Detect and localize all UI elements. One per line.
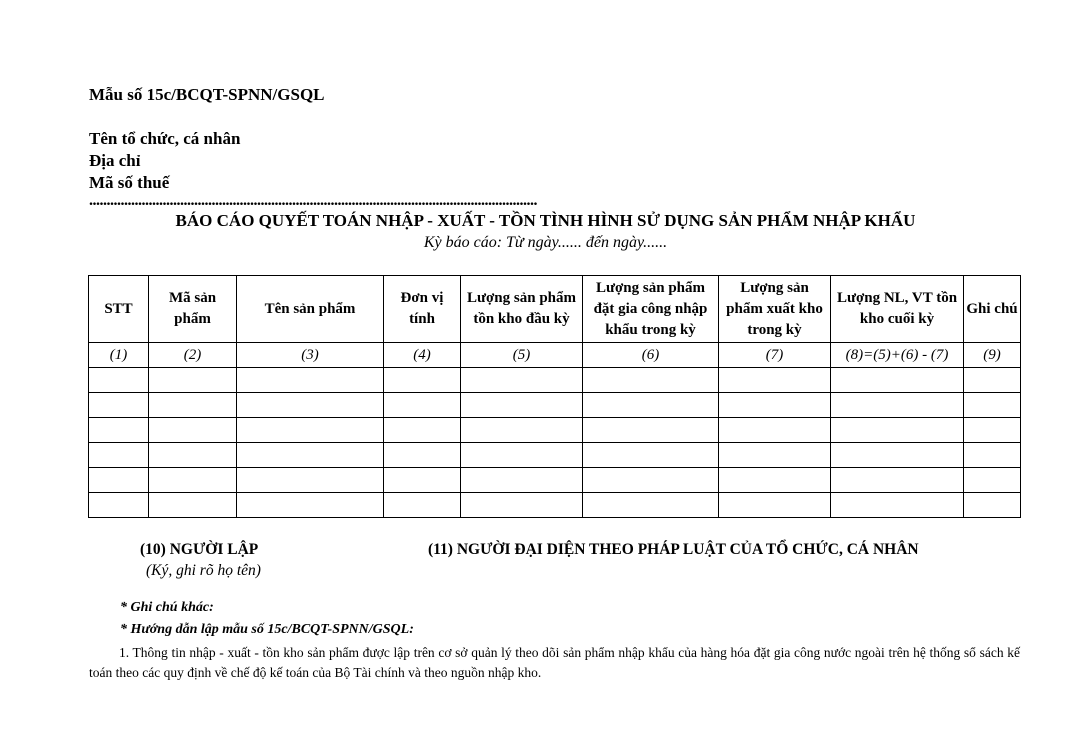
- table-cell: [89, 493, 149, 518]
- table-cell: [964, 393, 1021, 418]
- table-cell: [384, 443, 461, 468]
- table-cell: [89, 418, 149, 443]
- table-cell: [149, 493, 237, 518]
- table-row: [89, 393, 1021, 418]
- col-header-notes: Ghi chú: [964, 276, 1021, 343]
- table-cell: [719, 418, 831, 443]
- report-title: BÁO CÁO QUYẾT TOÁN NHẬP - XUẤT - TỒN TÌNH HÌNH SỬ DỤNG SẢN PHẨM NHẬP KHẨU: [175, 211, 916, 230]
- table-cell: [831, 368, 964, 393]
- col-header-product-name: Tên sản phẩm: [237, 276, 384, 343]
- other-notes-label: * Ghi chú khác:: [120, 600, 214, 615]
- table-cell: [964, 368, 1021, 393]
- col-header-unit: Đơn vị tính: [384, 276, 461, 343]
- table-cell: [719, 368, 831, 393]
- table-cell: [149, 418, 237, 443]
- index-cell: (4): [384, 343, 461, 368]
- index-cell: (2): [149, 343, 237, 368]
- col-header-imported: Lượng sản phẩm đặt gia công nhập khẩu trong kỳ: [583, 276, 719, 343]
- table-cell: [461, 418, 583, 443]
- guide-paragraph-1: 1. Thông tin nhập - xuất - tồn kho sản phẩm được lập trên cơ sở quản lý theo dõi sản phẩm nhập khẩu của hàng hóa đặt gia công nước ngoài trên hệ thống sổ sách kế toán theo các quy định về chế độ kế toán của Bộ Tài chính và theo nguồn nhập kho.: [89, 645, 1020, 680]
- table-cell: [384, 493, 461, 518]
- table-cell: [964, 493, 1021, 518]
- table-cell: [583, 418, 719, 443]
- table-header-row: [89, 276, 1021, 343]
- representative-signature-label: (11) NGƯỜI ĐẠI DIỆN THEO PHÁP LUẬT CỦA TỔ CHỨC, CÁ NHÂN: [428, 541, 919, 558]
- report-table: [88, 275, 1021, 518]
- table-cell: [719, 468, 831, 493]
- index-cell: (9): [964, 343, 1021, 368]
- table-row: [89, 493, 1021, 518]
- col-header-product-code: Mã sản phẩm: [149, 276, 237, 343]
- index-cell: (8)=(5)+(6) - (7): [831, 343, 964, 368]
- table-cell: [583, 443, 719, 468]
- tax-code-label: Mã số thuế: [89, 173, 170, 192]
- table-cell: [831, 468, 964, 493]
- column-index-row: [89, 343, 1021, 368]
- preparer-signature-note: (Ký, ghi rõ họ tên): [146, 562, 261, 579]
- dotted-separator: ................................................................................................................................: [89, 192, 537, 209]
- table-cell: [89, 368, 149, 393]
- col-header-exported: Lượng sản phẩm xuất kho trong kỳ: [719, 276, 831, 343]
- table-cell: [384, 418, 461, 443]
- table-cell: [719, 493, 831, 518]
- table-row: [89, 443, 1021, 468]
- table-row: [89, 368, 1021, 393]
- form-number: Mẫu số 15c/BCQT-SPNN/GSQL: [89, 85, 325, 104]
- table-cell: [461, 493, 583, 518]
- table-cell: [149, 468, 237, 493]
- table-cell: [964, 443, 1021, 468]
- org-name-label: Tên tổ chức, cá nhân: [89, 129, 241, 148]
- table-cell: [461, 468, 583, 493]
- table-cell: [831, 418, 964, 443]
- table-cell: [831, 393, 964, 418]
- table-cell: [384, 468, 461, 493]
- table-cell: [237, 418, 384, 443]
- index-cell: (7): [719, 343, 831, 368]
- table-cell: [461, 368, 583, 393]
- table-cell: [89, 468, 149, 493]
- table-cell: [583, 393, 719, 418]
- table-cell: [719, 443, 831, 468]
- table-cell: [583, 368, 719, 393]
- table-cell: [461, 393, 583, 418]
- index-cell: (6): [583, 343, 719, 368]
- guide-label: * Hướng dẫn lập mẫu số 15c/BCQT-SPNN/GSQL:: [120, 622, 414, 637]
- table-cell: [964, 468, 1021, 493]
- table-cell: [831, 493, 964, 518]
- index-cell: (1): [89, 343, 149, 368]
- table-cell: [149, 393, 237, 418]
- table-cell: [964, 418, 1021, 443]
- table-cell: [149, 368, 237, 393]
- table-cell: [89, 393, 149, 418]
- index-cell: (3): [237, 343, 384, 368]
- col-header-closing-stock: Lượng NL, VT tồn kho cuối kỳ: [831, 276, 964, 343]
- report-period: Kỳ báo cáo: Từ ngày...... đến ngày......: [423, 234, 668, 251]
- table-cell: [384, 393, 461, 418]
- table-cell: [583, 493, 719, 518]
- table-cell: [149, 443, 237, 468]
- table-cell: [237, 443, 384, 468]
- table-cell: [719, 393, 831, 418]
- table-cell: [237, 368, 384, 393]
- col-header-stt: STT: [89, 276, 149, 343]
- table-cell: [831, 443, 964, 468]
- table-cell: [461, 443, 583, 468]
- address-label: Địa chỉ: [89, 151, 141, 170]
- table-cell: [583, 468, 719, 493]
- preparer-signature-label: (10) NGƯỜI LẬP: [140, 541, 259, 558]
- col-header-opening-stock: Lượng sản phẩm tồn kho đầu kỳ: [461, 276, 583, 343]
- table-row: [89, 468, 1021, 493]
- table-cell: [237, 393, 384, 418]
- index-cell: (5): [461, 343, 583, 368]
- table-cell: [237, 468, 384, 493]
- table-cell: [384, 368, 461, 393]
- table-cell: [237, 493, 384, 518]
- table-row: [89, 418, 1021, 443]
- table-cell: [89, 443, 149, 468]
